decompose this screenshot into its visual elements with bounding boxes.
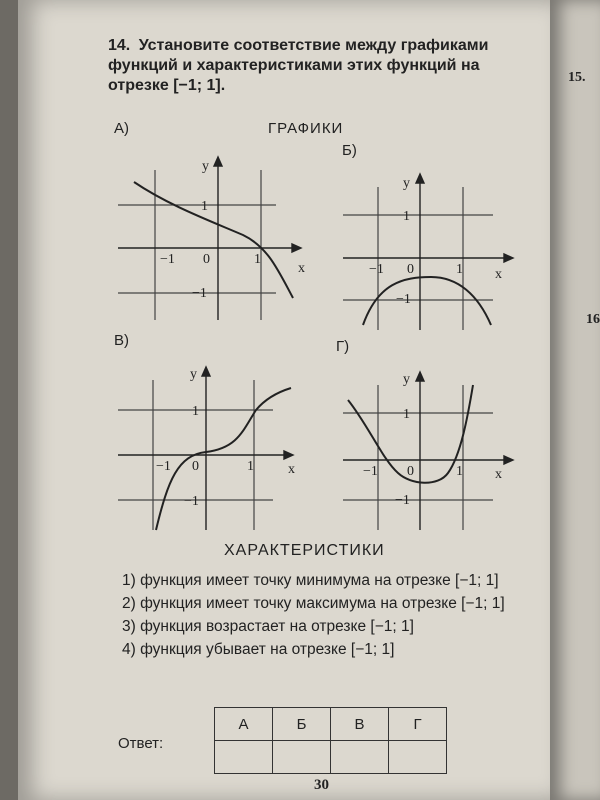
graph-v-x-label: x (288, 462, 295, 477)
answer-cell-a[interactable] (215, 741, 273, 774)
answer-header-row (215, 708, 447, 741)
graph-b-tick-one: 1 (456, 262, 463, 277)
answer-table (214, 707, 447, 774)
graph-a-tick-y-neg-one: −1 (192, 286, 207, 301)
graph-b (323, 165, 533, 335)
graph-a-tick-one: 1 (254, 252, 261, 267)
task-text: Установите соответствие между графиками функций и характеристиками этих функций на отрезке [−1; 1]. (108, 37, 489, 94)
graph-v-axes (118, 367, 293, 530)
graph-v-tick-y-neg-one: −1 (184, 494, 199, 509)
answer-col-a: А (215, 708, 273, 741)
graph-v-curve (156, 388, 291, 530)
graph-b-tick-neg-one: −1 (369, 262, 384, 277)
graph-a-axes (118, 157, 301, 320)
characteristics-list (122, 570, 552, 662)
answer-cell-b[interactable] (273, 741, 331, 774)
graph-g-y-label: y (403, 372, 410, 387)
graph-v (98, 360, 313, 535)
graph-b-axes (343, 174, 513, 330)
graph-v-tick-y-one: 1 (192, 404, 199, 419)
graph-v-label: В) (114, 332, 129, 349)
graph-b-curve (363, 277, 491, 325)
graph-a-curve (134, 182, 293, 298)
graph-v-y-label: y (190, 367, 197, 382)
answer-value-row (215, 741, 447, 774)
characteristics-heading: ХАРАКТЕРИСТИКИ (224, 542, 385, 559)
graph-a-label: А) (114, 120, 129, 137)
characteristic-3: 3) функция возрастает на отрезке [−1; 1] (122, 618, 414, 635)
graph-g-tick-zero: 0 (407, 464, 414, 479)
answer-col-v: В (331, 708, 389, 741)
textbook-page (18, 0, 550, 800)
edge-number-top: 15. (568, 70, 586, 85)
graph-g-tick-neg-one: −1 (363, 464, 378, 479)
graph-b-tick-zero: 0 (407, 262, 414, 277)
characteristic-1: 1) функция имеет точку минимума на отрезке [−1; 1] (122, 572, 499, 589)
answer-cell-g[interactable] (389, 741, 447, 774)
graph-g-x-label: x (495, 467, 502, 482)
graph-g-tick-y-one: 1 (403, 407, 410, 422)
graph-g-tick-one: 1 (456, 464, 463, 479)
graph-b-tick-y-one: 1 (403, 209, 410, 224)
graph-g-grid (343, 385, 493, 530)
adjacent-page-edge (550, 0, 600, 800)
graph-v-tick-zero: 0 (192, 459, 199, 474)
graph-v-tick-neg-one: −1 (156, 459, 171, 474)
answer-col-b: Б (273, 708, 331, 741)
graph-v-tick-one: 1 (247, 459, 254, 474)
graph-g (323, 365, 533, 535)
characteristic-2: 2) функция имеет точку максимума на отрезке [−1; 1] (122, 595, 505, 612)
graph-a (98, 150, 318, 330)
characteristic-4: 4) функция убывает на отрезке [−1; 1] (122, 641, 395, 658)
graph-b-x-label: x (495, 267, 502, 282)
task-number: 14. (108, 37, 131, 54)
answer-col-g: Г (389, 708, 447, 741)
answer-label: Ответ: (118, 735, 164, 752)
graph-b-tick-y-neg-one: −1 (396, 292, 411, 307)
answer-cell-v[interactable] (331, 741, 389, 774)
graph-a-x-label: x (298, 261, 305, 276)
graph-g-axes (343, 372, 513, 530)
page-number: 30 (314, 777, 329, 793)
graph-a-y-label: y (202, 159, 209, 174)
graph-a-tick-zero: 0 (203, 252, 210, 267)
edge-number-middle: 16 (586, 312, 600, 327)
task-statement (108, 36, 538, 96)
graph-b-y-label: y (403, 176, 410, 191)
graph-g-label: Г) (336, 338, 350, 355)
graphs-heading: ГРАФИКИ (268, 120, 344, 137)
graph-a-tick-neg-one: −1 (160, 252, 175, 267)
graph-a-tick-y-one: 1 (201, 199, 208, 214)
graph-g-tick-y-neg-one: −1 (395, 493, 410, 508)
graph-b-label: Б) (342, 142, 357, 159)
